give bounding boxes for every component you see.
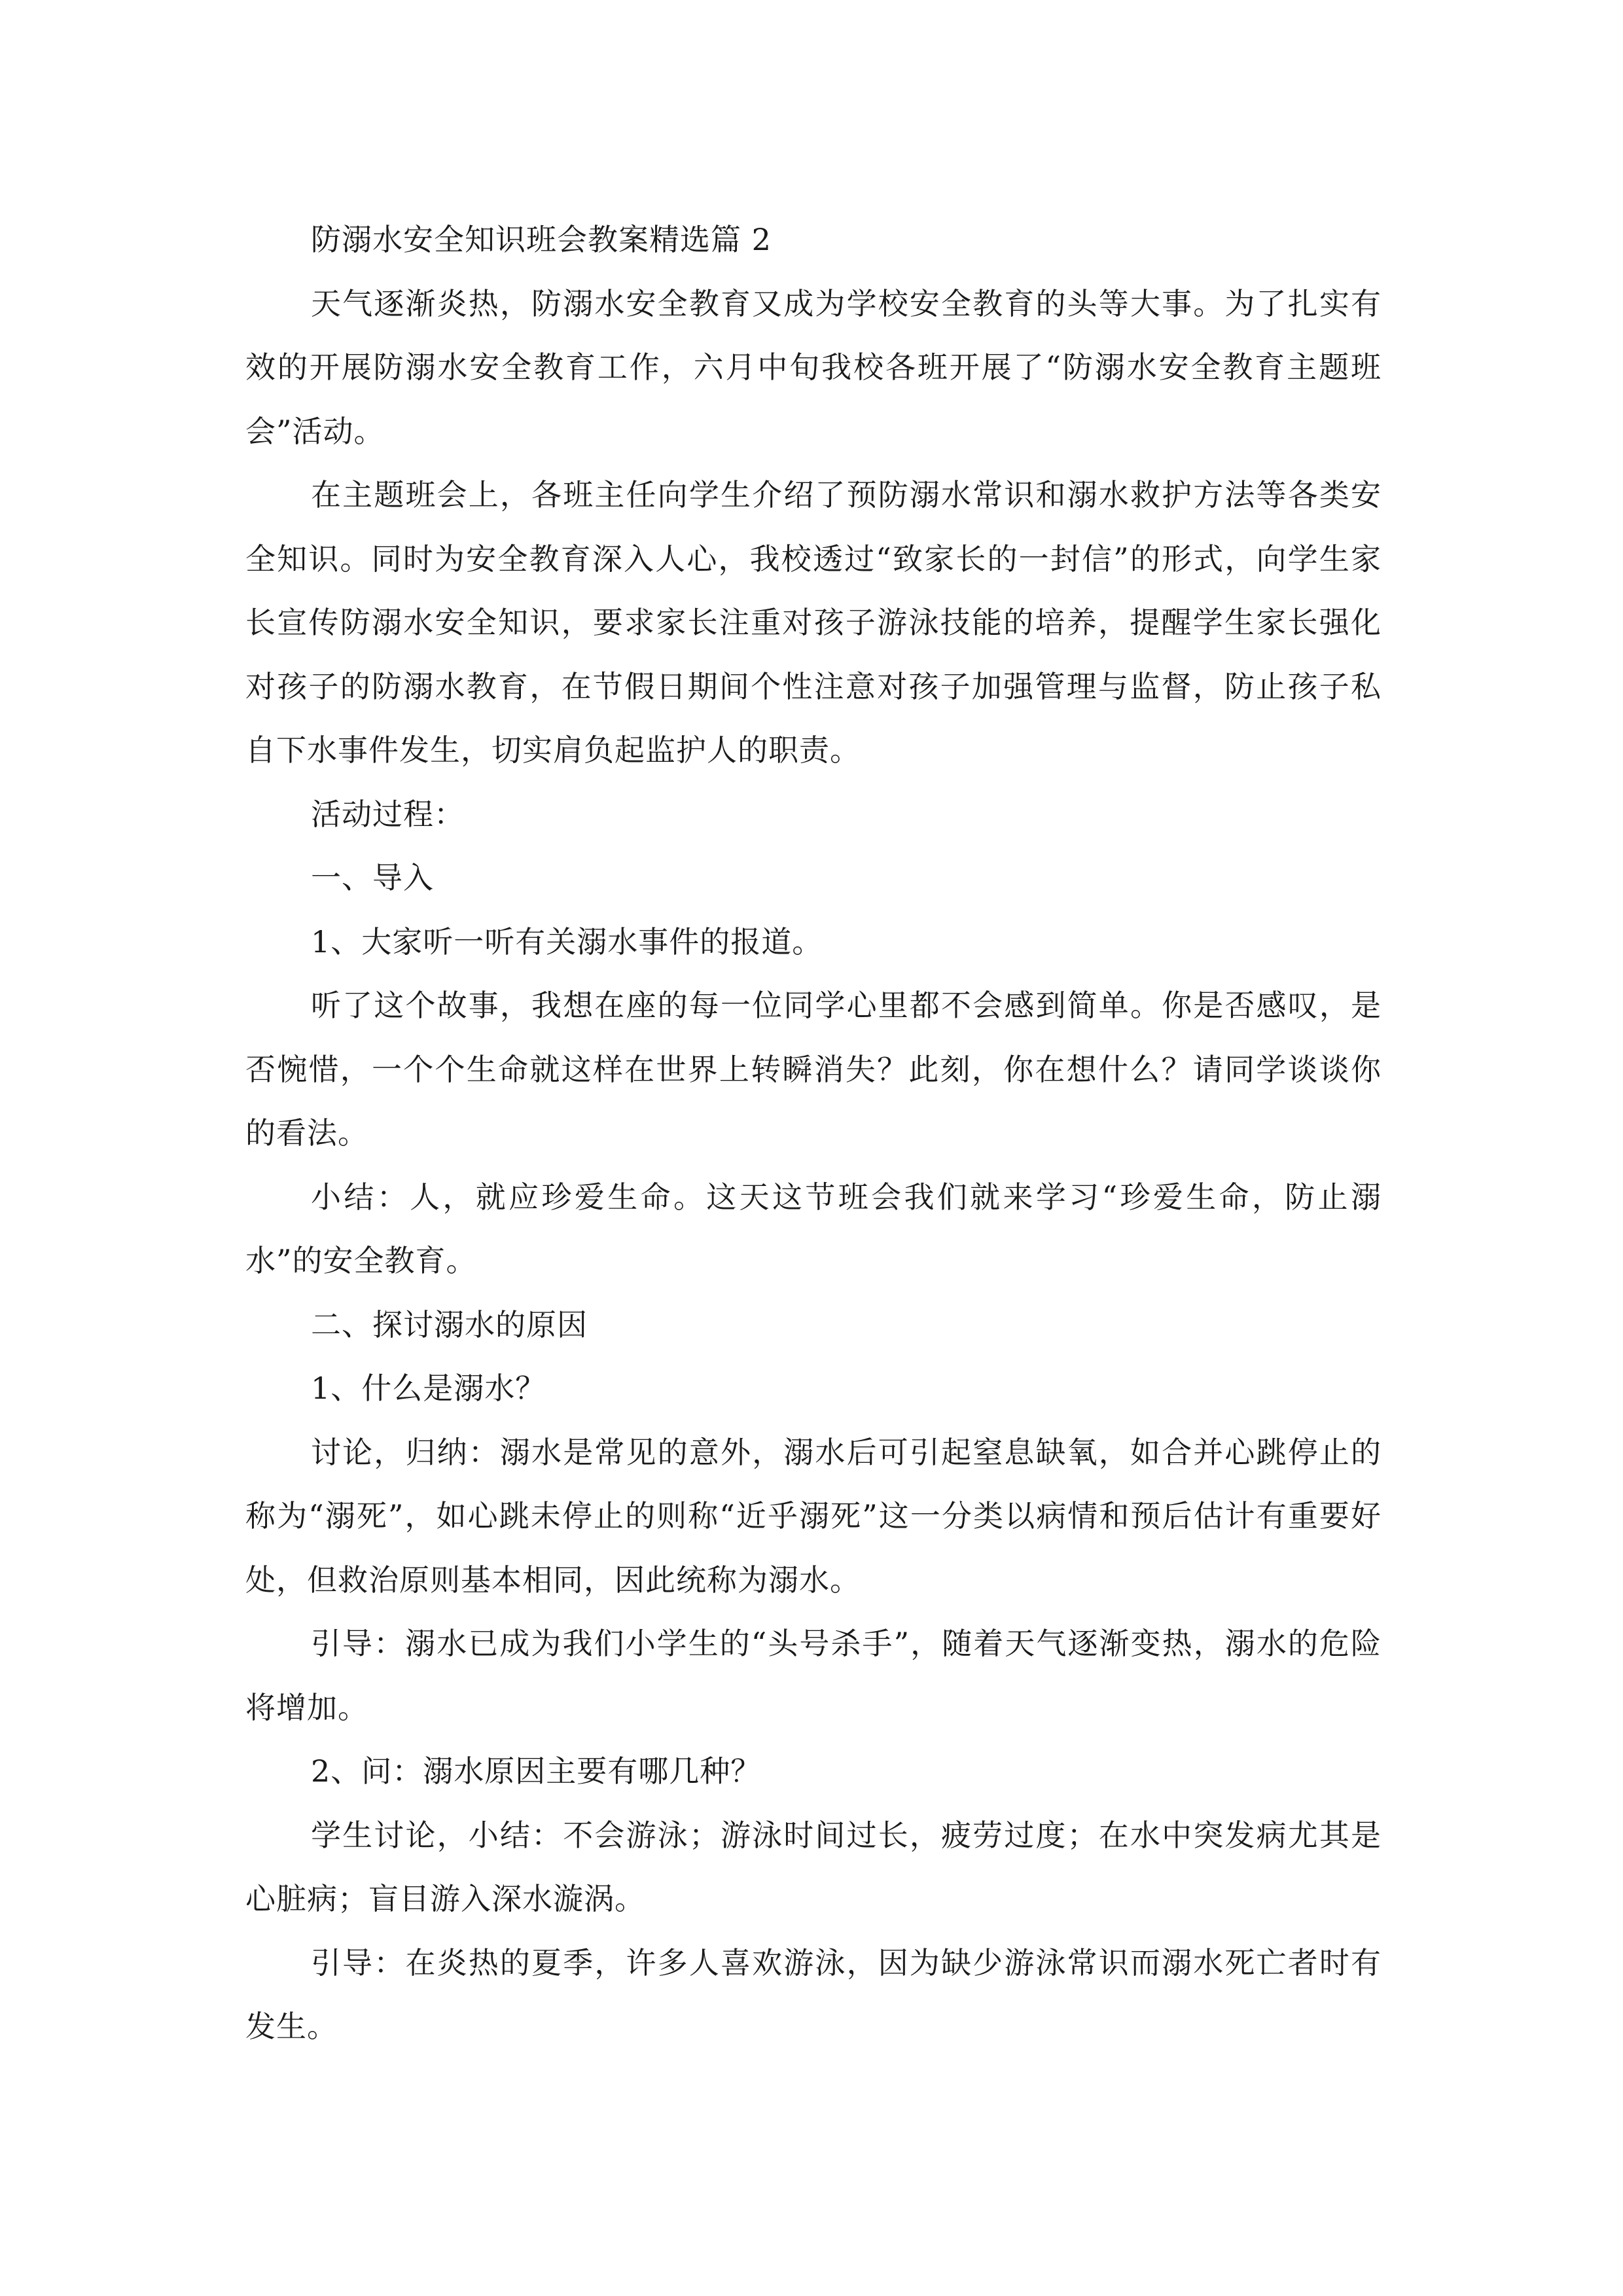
- paragraph-guide-danger: 引导：溺水已成为我们小学生的“头号杀手”，随着天气逐渐变热，溺水的危险将增加。: [245, 1626, 1382, 1725]
- document-title: 防溺水安全知识班会教案精选篇 2: [311, 222, 772, 257]
- paragraph-activity-process: 活动过程：: [311, 796, 465, 832]
- paragraph-student-discussion: 学生讨论，小结：不会游泳；游泳时间过长，疲劳过度；在水中突发病尤其是心脏病；盲目游入深水漩涡。: [245, 1817, 1382, 1916]
- paragraph-story-reflection: 听了这个故事，我想在座的每一位同学心里都不会感到简单。你是否感叹，是否惋惜，一个个生命就这样在世界上转瞬消失？此刻，你在想什么？请同学谈谈你的看法。: [245, 988, 1382, 1151]
- list-item-what-is-drowning: 1、什么是溺水？: [311, 1371, 546, 1406]
- section-heading-causes: 二、探讨溺水的原因: [311, 1306, 588, 1342]
- paragraph-class-meeting: 在主题班会上，各班主任向学生介绍了预防溺水常识和溺水救护方法等各类安全知识。同时为安全教育深入人心，我校透过“致家长的一封信”的形式，向学生家长宣传防溺水安全知识，要求家长注重对孩子游泳技能的培养，提醒学生家长强化对孩子的防溺水教育，在节假日期间个性注意对孩子加强管理与监督，防止孩子私自下水事件发生，切实肩负起监护人的职责。: [245, 477, 1382, 768]
- paragraph-summary-cherish-life: 小结：人，就应珍爱生命。这天这节班会我们就来学习“珍爱生命，防止溺水”的安全教育。: [245, 1179, 1382, 1278]
- section-heading-intro: 一、导入: [311, 860, 434, 895]
- paragraph-intro: 天气逐渐炎热，防溺水安全教育又成为学校安全教育的头等大事。为了扎实有效的开展防溺水安全教育工作，六月中旬我校各班开展了“防溺水安全教育主题班会”活动。: [245, 285, 1382, 449]
- paragraph-guide-summer: 引导：在炎热的夏季，许多人喜欢游泳，因为缺少游泳常识而溺水死亡者时有发生。: [245, 1945, 1382, 2044]
- list-item-news-report: 1、大家听一听有关溺水事件的报道。: [311, 924, 823, 960]
- paragraph-definition: 讨论，归纳：溺水是常见的意外，溺水后可引起窒息缺氧，如合并心跳停止的称为“溺死”，如心跳未停止的则称“近乎溺死”这一分类以病情和预后估计有重要好处，但救治原则基本相同，因此统称为溺水。: [245, 1434, 1382, 1598]
- list-item-question-causes: 2、问：溺水原因主要有哪几种？: [311, 1753, 762, 1789]
- document-body: [245, 208, 1382, 2059]
